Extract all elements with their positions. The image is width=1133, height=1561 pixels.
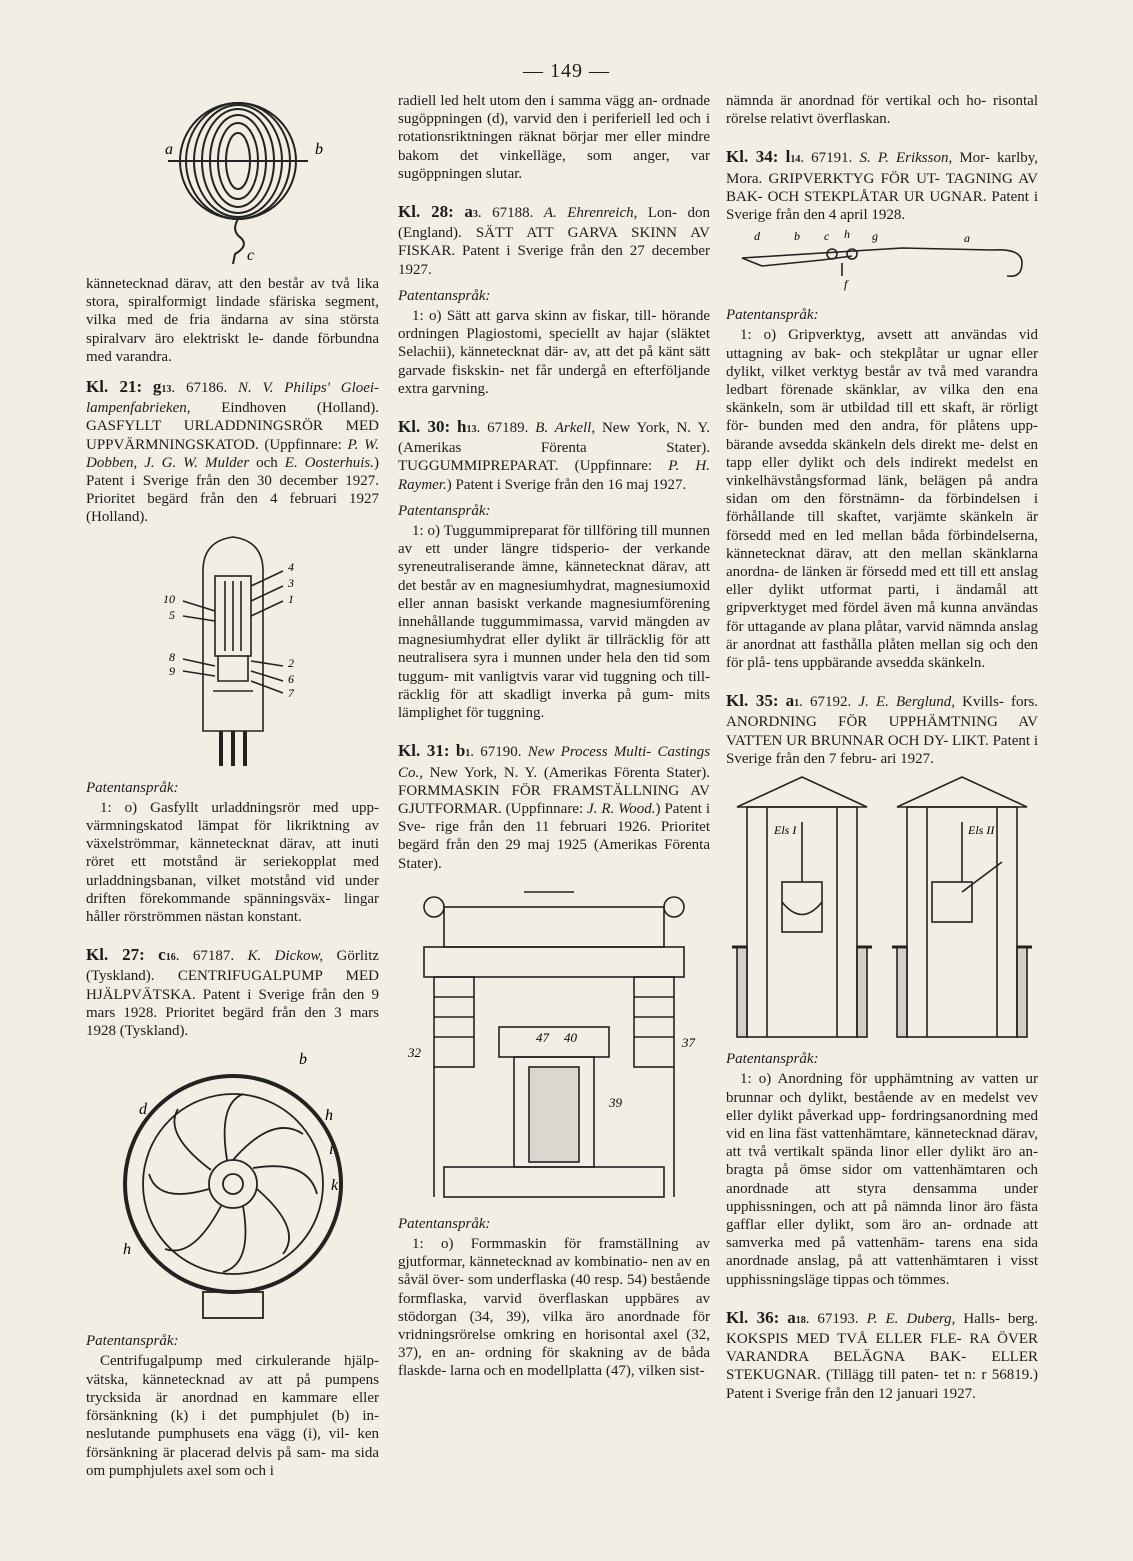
page-number: — 149 —	[523, 60, 610, 82]
fig-label-c: c	[246, 247, 254, 264]
claim-kl21: 1: o) Gasfyllt urladdningsrör med upp- värmningskatod lämpat för likriktning av växelströmmar, kännetecknat därav, att inuti röret ett motstånd är seriekopplat med urladdningsbanan, vilket motstånd vid under driften förekommande spänningsväx- lingar håller rörströmmen nästan konstant.	[86, 799, 379, 926]
gripper-label-a: a	[964, 231, 970, 246]
gripper-label-h: h	[844, 228, 850, 242]
gripper-label-c: c	[824, 229, 830, 244]
entry-kl30: Kl. 30: h13. 67189. B. Arkell, New York, N. Y. (Amerikas Förenta Stater). TUGGUMMIPREPARAT. (Uppfinnare: P. H. Raymer.) Patent i Sverige från den 16 maj 1927.	[398, 417, 710, 493]
claim-kl27: Centrifugalpump med cirkulerande hjälp- vätska, kännetecknad av att på pumpens trycksida är anordnad en kammare eller försänkning (k) i det pumphjulet (b) in- neslutande pumphusets ena vägg (i), vil- ken försänkning är placerad delvis på sam- ma sida om pumphjulets axel som och i	[86, 1353, 379, 1479]
pump-label-k: k	[330, 1177, 338, 1195]
tube-label-4: 4	[287, 559, 294, 574]
column-2	[398, 92, 710, 1381]
entry-kl34: Kl. 34: l14. 67191. S. P. Eriksson, Mor- karlby, Mora. GRIPVERKTYG FÖR UT- TAGNING AV BAK- OCH STEKPLÅTAR UR UGNAR. Patent i Sverige från den 4 april 1928.	[726, 147, 1039, 224]
well-device-figure	[732, 772, 1032, 1042]
tube-label-6: 6	[287, 671, 294, 686]
tube-label-1: 1	[287, 591, 294, 606]
centrifugal-pump-figure	[103, 1044, 363, 1324]
pump-label-i: i	[328, 1141, 333, 1159]
machine-label-39: 39	[609, 1094, 622, 1110]
patent-claim-label: Patentanspråk:	[86, 779, 179, 796]
gripper-label-b: b	[794, 229, 800, 244]
fig-label-b: b	[314, 141, 323, 158]
claim-kl31: 1: o) Formmaskin för framställning av gjutformar, kännetecknad av kombinatio- nen av en såväl över- som underflaska (40 resp. 54) bestående formflaska, varvid överflaskan uppbäres av stödorgan (34, 39), vilka äro anordnade för vridningsrörelse omkring en horisontal axel (32, 37), en an- ordning för skakning av de båda flaskde- larna och en modellplatta (47), vilken sist-	[398, 1235, 710, 1380]
gripper-tool-figure	[732, 228, 1032, 298]
pump-label-b: b	[298, 1051, 307, 1069]
claim-kl34: 1: o) Gripverktyg, avsett att användas vid uttagning av bak- och stekplåtar ur ugnar eller dylikt, vilket verktyg består av två med varandra ledbart förenade skänklar, av vilka den ena skänkeln, som är utbildad till ett skaft, är rörligt för- bunden med den andra, för plåtens upp- bärande avsedda skänkeln dels direkt me- delst en tapp eller dylikt och dels indirekt medelst en vinkelhävstångsformad länk, belägen på andra sidan om den förstnämn- da förbindelsen i förhållande till skaftet, varjämte skänkeln är försedd med en led mellan båda förbindelserna, kännetecknat därav, att den mellan skänklarna anordna- de länken är försedd med ett till ett anslag eller dylikt utformat parti, i ändamål att gripverktyget med fördel även må kunna användas för uttagande av plana plåtar, varvid nämnda anslag är anordnat att fasthålla plåten mellan sig och den för plå- tens uppbärande avsedda skänkeln.	[726, 327, 1038, 672]
claim-kl28: 1: o) Sätt att garva skinn av fiskar, till- hörande ordningen Plagiostomi, speciellt av hajar (släktet Selachii), kännetecknat där- av, att det på känt sätt garvade fiskskin- net får undergå en efterföljande extra garvning.	[398, 308, 710, 397]
tube-label-8: 8	[168, 649, 175, 664]
machine-label-37: 37	[682, 1034, 695, 1050]
patent-claim-label: Patentanspråk:	[726, 307, 819, 324]
entry-kl28: Kl. 28: a3. 67188. A. Ehrenreich, Lon- don (England). SÄTT ATT GARVA SKINN AV FISKAR. Patent i Sverige från den 27 december 1927.	[398, 202, 711, 278]
column-3	[726, 92, 1038, 1403]
col1-intro: kännetecknad därav, att den består av två lika stora, spiralformigt lindade sfäriska segment, vilka med de fria ändarna av sina största spiralvarv äro elektriskt le- dande förbundna med varandra.	[86, 276, 379, 365]
machine-label-47: 47	[536, 1029, 549, 1045]
col2-intro: radiell led helt utom den i samma vägg an- ordnade sugöppningen (d), varvid den i periferiell led och i rotationsriktningen räknat börjar mer eller mindre bakom det vinkelläge, som anger, var sugöppningen slutar.	[398, 93, 710, 182]
spiral-sphere-figure	[113, 96, 353, 271]
entry-kl27: Kl. 27: c16. 67187. K. Dickow, Görlitz (Tyskland). CENTRIFUGALPUMP MED HJÄLPVÄTSKA. Patent i Sverige från den 9 mars 1928. Prioritet begärd från den 3 mars 1928 (Tyskland).	[86, 945, 380, 1040]
tube-label-3: 3	[287, 575, 294, 590]
machine-label-40: 40	[564, 1029, 577, 1045]
col3-intro: nämnda är anordnad för vertikal och ho- risontal rörelse relativt överflaskan.	[726, 93, 1038, 128]
patent-claim-label: Patentanspråk:	[398, 502, 491, 519]
patent-claim-label: Patentanspråk:	[86, 1333, 179, 1350]
gripper-label-d: d	[754, 229, 760, 244]
fig-label-a: a	[164, 141, 173, 158]
discharge-tube-figure	[133, 531, 333, 771]
patent-claim-label: Patentanspråk:	[398, 287, 491, 304]
entry-kl21: Kl. 21: g13. 67186. N. V. Philips' Gloei- lampenfabrieken, Eindhoven (Holland). GASFYLLT URLADDNINGSRÖR MED UPPVÄRMNINGSKATOD. (Uppfinnare: P. W. Dobben, J. G. W. Mulder och E. Oosterhuis.) Patent i Sverige från den 30 december 1927. Prioritet begärd från den 4 februari 1927 (Holland).	[86, 377, 380, 526]
entry-kl31: Kl. 31: b1. 67190. New Process Multi- Castings Co., New York, N. Y. (Amerikas Förenta Stater). FORMMASKIN FÖR FRAMSTÄLLNING AV GJUTFORMAR. (Uppfinnare: J. R. Wood.) Patent i Sve- rige från den 11 februari 1926. Prioritet begärd från den 29 maj 1925 (Amerikas Förenta Stater).	[398, 741, 711, 872]
well-label-els-2: Els II	[968, 823, 995, 838]
column-1	[86, 92, 379, 1480]
tube-label-9: 9	[168, 663, 175, 678]
tube-label-2: 2	[287, 655, 294, 670]
patent-claim-label: Patentanspråk:	[726, 1051, 819, 1068]
gripper-label-g: g	[872, 229, 878, 244]
entry-kl35: Kl. 35: a1. 67192. J. E. Berglund, Kvills- fors. ANORDNING FÖR UPPHÄMTNING AV VATTEN UR BRUNNAR OCH DY- LIKT. Patent i Sverige från den 7 febru- ari 1927.	[726, 691, 1039, 767]
entry-kl36: Kl. 36: a18. 67193. P. E. Duberg, Halls- berg. KOKSPIS MED TVÅ ELLER FLE- RA ÖVER VARANDRA BELÄGNA BAK- ELLER STEKUGNAR. (Tillägg till paten- tet n: r 56819.) Patent i Sverige från den 12 januari 1927.	[726, 1307, 1039, 1402]
gripper-label-f: f	[844, 277, 848, 292]
claim-kl35: 1: o) Anordning för upphämtning av vatten ur brunnar och dylikt, bestående av en medelst vev eller dylikt påverkad upp- fordringsanordning med vid en lina fäst vattenhämtare, kännetecknad därav, att två vertikalt spända linor eller dylikt äro an- bragta på ömse sidor om vattenhämtaren och anordnade att styra densamma under upphissningen, och att på nämnda linor äro fästa gafflar eller dylikt, som äro an- ordnade att samverka med på vattenhäm- tarens ena sida anordnade anslag, på att vattenhämtaren i visst upphissningsläge tippas och tömmes.	[726, 1071, 1038, 1288]
tube-label-7: 7	[287, 685, 294, 700]
tube-label-10: 10	[162, 591, 175, 606]
pump-label-h: h	[122, 1241, 131, 1259]
well-label-els-1: Els I	[774, 823, 797, 838]
machine-label-32: 32	[408, 1044, 421, 1060]
pump-label-h-top: h	[324, 1107, 333, 1125]
molding-machine-figure	[404, 877, 704, 1207]
pump-label-d: d	[138, 1101, 147, 1119]
claim-kl30: 1: o) Tuggummipreparat för tillföring till munnen av ett under längre tidsperio- der verkande syreneutraliserande ämne, kännetecknat därav, att det består av en magnesiumhydrat, magnesiumoxid eller annan basiskt verkande magnesiumförening innehållande tuggummimassa, varvid mängden av magnesiumhydrat eller dylikt är tillräcklig för att neutralisera syra i munnen under hela den tid som tuggum- mit vanligtvis varar vid tuggning och till- räcklig för att skadligt inverka på gum- mits lämplighet för tuggning.	[398, 523, 710, 722]
patent-claim-label: Patentanspråk:	[398, 1215, 491, 1232]
tube-label-5: 5	[168, 607, 175, 622]
